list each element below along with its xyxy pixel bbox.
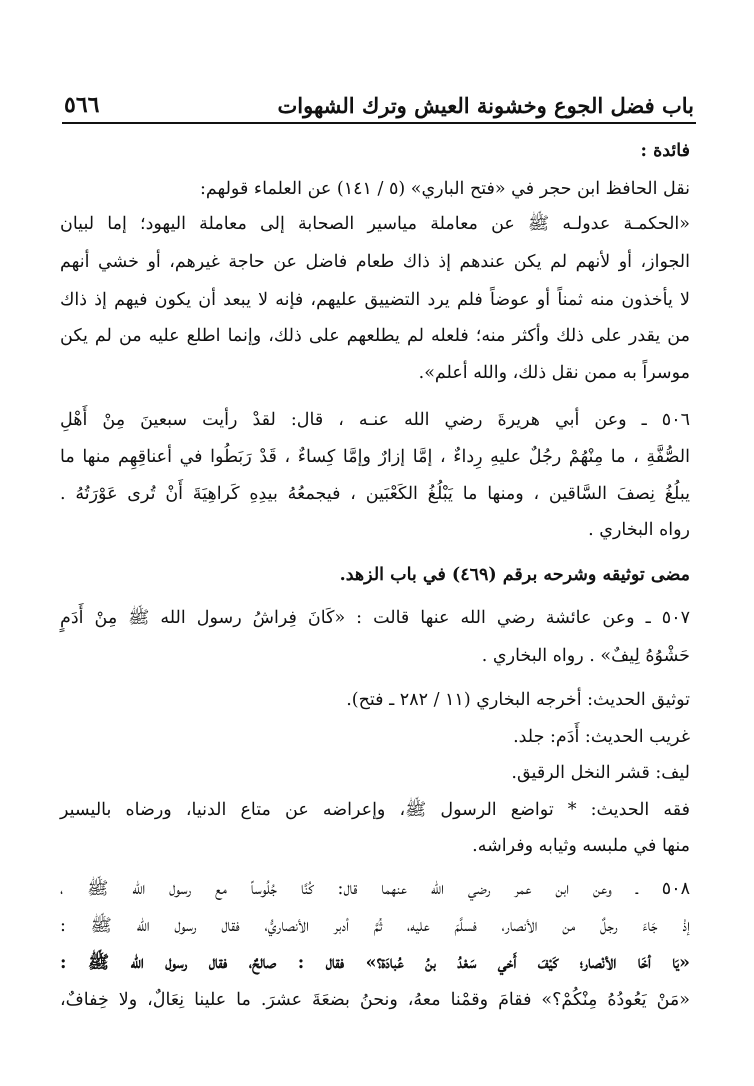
hadith-documentation: توثيق الحديث: أخرجه البخاري (١١ / ٢٨٢ ـ فتح). (346, 690, 690, 710)
hadith-507-line: ٥٠٧ ـ وعن عائشة رضي الله عنها قالت : «كَانَ فِراشُ رسول الله ﷺ مِنْ أَدَمٍ (60, 608, 690, 628)
text-line: موسراً به ممن نقل ذلك، والله أعلم». (418, 363, 690, 383)
hadith-508-line: «مَنْ يَعُودُهُ مِنْكُمْ؟» فقامَ وقمْنا معهُ، ونحنُ بضعَةَ عشرَ. ما علينا نِعَالٌ، ولا خِفافٌ، (60, 990, 690, 1010)
hadith-vocabulary: غريب الحديث: أَدَم: جلد. (513, 727, 690, 747)
hadith-506-line: يبلُغُ نِصفَ السَّاقين ، ومنها ما يَبْلُغُ الكَعْبَين ، فيجمعُهُ بيدِهِ كَراهِيَةَ أَنْ تُرى عَوْرَتُهُ . (60, 484, 690, 504)
chapter-title: باب فضل الجوع وخشونة العيش وترك الشهوات (277, 93, 694, 118)
text-line: من يقدر على ذلك وأكثر منه؛ فلعله لم يطلعهم على ذلك، وإنما اطلع عليه من لم يكن (60, 326, 690, 346)
hadith-506-line: الصُّفَّةِ ، ما مِنْهُمْ رجُلٌ عليهِ رِداءٌ ، إمَّا إزارٌ وإمَّا كِساءٌ ، قَدْ رَبَطُوا في أعناقِهِم منها ما (60, 447, 690, 467)
note-heading: فائدة : (640, 141, 690, 161)
text-line: لا يأخذون منه ثمناً أو عوضاً فلم يرد التضييق عليهم، فإنه لا يبعد أن يكون فيهم إذ ذاك (60, 290, 690, 310)
page-header (64, 82, 694, 118)
hadith-508-line: ٥٠٨ ـ وعن ابن عمر رضي الله عنهما قال: كُنَّا جُلُوساً مع رسول الله ﷺ ، (60, 879, 690, 899)
text-line: الجواز، أو لأنهم لم يكن عندهم إذ ذاك طعام فاضل عن حاجة غيرهم، أو خشي أنهم (60, 252, 690, 272)
hadith-508-line: إذْ جَاءَ رجلٌ من الأنصار، فسلَّمَ عليه، ثُمَّ أدبر الأنصاريُّ، فقال رسول الله ﷺ : (60, 916, 690, 936)
page-number: ٥٦٦ (64, 92, 100, 118)
header-rule (62, 122, 696, 124)
text-line: «الحكمـة عدولـه ﷺ عن معاملة مياسير الصحابة إلى معاملة اليهود؛ إما لبيان (60, 214, 690, 234)
hadith-fiqh: منها في ملبسه وثيابه وفراشه. (472, 836, 690, 856)
hadith-fiqh: فقه الحديث: * تواضع الرسول ﷺ، وإعراضه عن متاع الدنيا، ورضاه باليسير (60, 800, 690, 820)
hadith-506-line: ٥٠٦ ـ وعن أبي هريرةَ رضي الله عنـه ، قال: لقدْ رأيت سبعينَ مِنْ أَهْلِ (60, 410, 690, 430)
hadith-vocabulary: ليف: قشر النخل الرقيق. (511, 763, 690, 783)
text-line: نقل الحافظ ابن حجر في «فتح الباري» (٥ / ١٤١) عن العلماء قولهم: (199, 179, 690, 199)
hadith-508-line: «يَا أخَا الأنْصار؛ كَيْفَ أَخي سَعْدُ بنُ عُبادَة؟» فقال : صالحٌ، فقال رسول الله ﷺ : (60, 953, 690, 973)
hadith-507-line: حَشْوُهُ لِيفٌ» . رواه البخاري . (481, 646, 690, 666)
cross-reference-note: مضى توثيقه وشرحه برقم (٤٦٩) في باب الزهد. (339, 565, 690, 585)
hadith-506-line: رواه البخاري . (588, 520, 690, 540)
